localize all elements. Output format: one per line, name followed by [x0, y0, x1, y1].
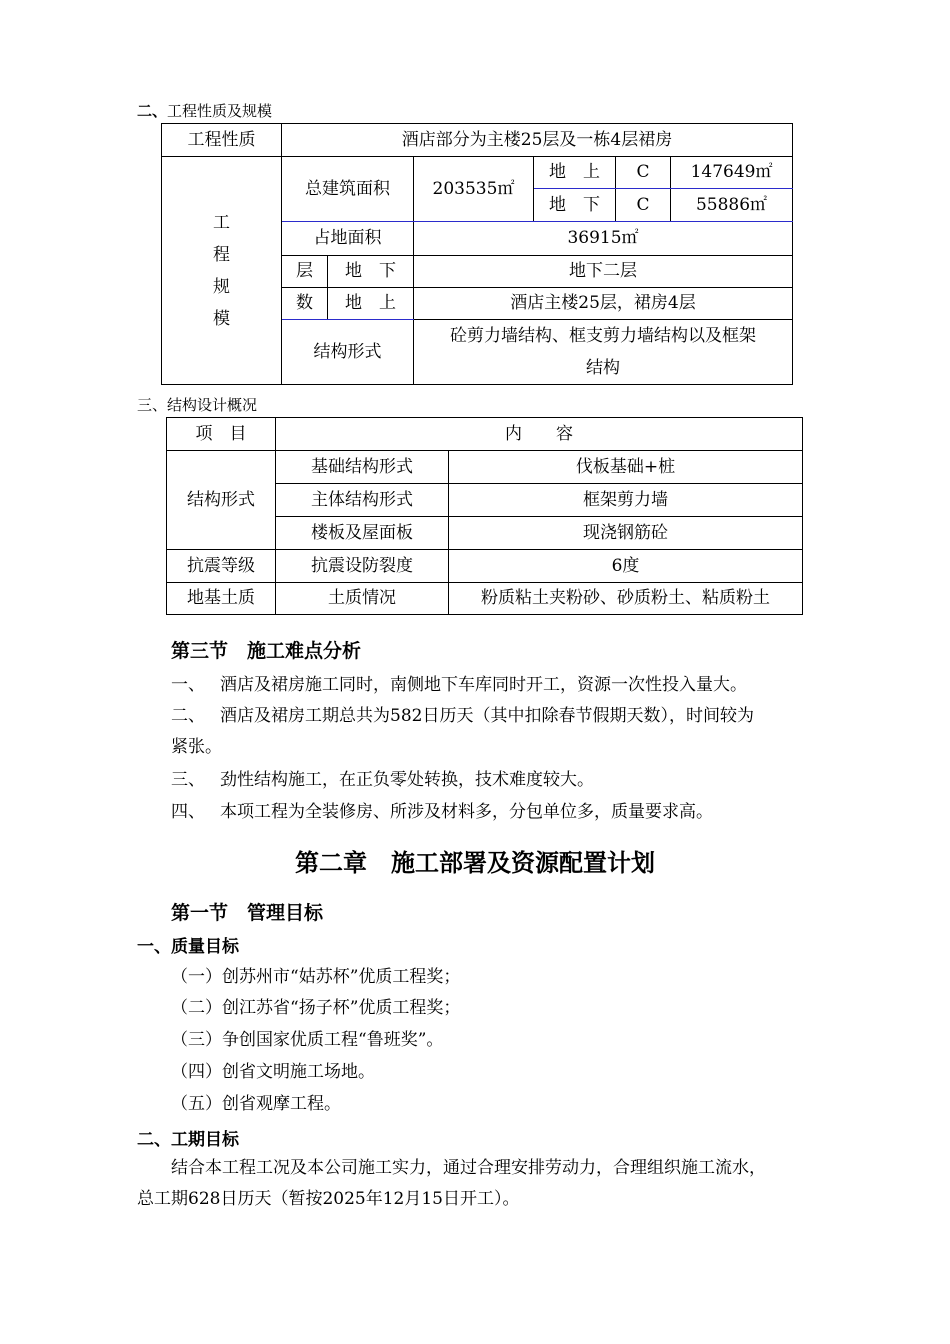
floors-char-2: 数 — [282, 288, 328, 320]
group-structure-form: 结构形式 — [167, 451, 276, 550]
quality-heading: 一、质量目标 — [137, 937, 239, 957]
below-ground-code: C — [616, 189, 671, 222]
floors-above-value: 酒店主楼25层，裙房4层 — [414, 288, 793, 320]
section-title-management: 第一节 管理目标 — [171, 902, 324, 924]
schedule-paragraph-line2: 总工期628日历天（暂按2025年12月15日开工）。 — [137, 1189, 520, 1209]
table-row-item: 抗震设防裂度 — [276, 550, 449, 583]
land-area-value: 36915㎡ — [414, 222, 793, 256]
list-item: （五）创省观摩工程。 — [171, 1094, 341, 1114]
below-ground-area: 55886㎡ — [671, 189, 793, 222]
structure-design-table — [166, 417, 803, 615]
table-row-content: 6度 — [449, 550, 803, 583]
table-row-item: 主体结构形式 — [276, 484, 449, 517]
list-item: 二、 酒店及裙房工期总共为582日历天（其中扣除春节假期天数），时间较为 — [171, 706, 754, 726]
list-item: （二）创江苏省“扬子杯”优质工程奖； — [171, 998, 461, 1018]
list-item-continuation: 紧张。 — [171, 737, 222, 757]
floors-below-label: 地 下 — [328, 256, 414, 288]
floors-above-label: 地 上 — [328, 288, 414, 320]
table-row-item: 基础结构形式 — [276, 451, 449, 484]
above-ground-label: 地 上 — [534, 157, 616, 189]
list-item: 四、 本项工程为全装修房、所涉及材料多，分包单位多，质量要求高。 — [171, 802, 713, 822]
nature-value: 酒店部分为主楼25层及一栋4层裙房 — [282, 124, 793, 157]
section-heading-nature-scale — [137, 100, 272, 121]
group-soil: 地基土质 — [167, 583, 276, 615]
floors-below-value: 地下二层 — [414, 256, 793, 288]
structure-label: 结构形式 — [282, 320, 414, 385]
section-heading-text: 工程性质及规模 — [167, 102, 273, 120]
chapter-title: 第二章 施工部署及资源配置计划 — [295, 849, 655, 877]
section-heading-number: 二、 — [137, 102, 168, 120]
group-seismic: 抗震等级 — [167, 550, 276, 583]
nature-label: 工程性质 — [162, 124, 282, 157]
table-row-content: 粉质粘土夹粉砂、砂质粉土、粘质粉土 — [449, 583, 803, 615]
land-area-label: 占地面积 — [282, 222, 414, 256]
list-item: 一、 酒店及裙房施工同时，南侧地下车库同时开工，资源一次性投入量大。 — [171, 675, 747, 695]
section-title-difficulty: 第三节 施工难点分析 — [171, 640, 362, 662]
list-item: （四）创省文明施工场地。 — [171, 1062, 375, 1082]
below-ground-label: 地 下 — [534, 189, 616, 222]
header-item: 项 目 — [167, 418, 276, 451]
total-area-label: 总建筑面积 — [282, 157, 414, 222]
above-ground-code: C — [616, 157, 671, 189]
schedule-paragraph-line1: 结合本工程工况及本公司施工实力，通过合理安排劳动力，合理组织施工流水， — [171, 1158, 766, 1178]
structure-value: 砼剪力墙结构、框支剪力墙结构以及框架 结构 — [414, 320, 793, 385]
above-ground-area: 147649㎡ — [671, 157, 793, 189]
total-area-value: 203535㎡ — [414, 157, 534, 222]
table-row-content: 框架剪力墙 — [449, 484, 803, 517]
table-row-content: 伐板基础+桩 — [449, 451, 803, 484]
scale-label-cell — [162, 157, 282, 385]
project-scale-table — [161, 123, 793, 385]
list-item: （一）创苏州市“姑苏杯”优质工程奖； — [171, 967, 461, 987]
list-item: 三、 劲性结构施工，在正负零处转换，技术难度较大。 — [171, 770, 594, 790]
header-content: 内 容 — [276, 418, 803, 451]
table-row-content: 现浇钢筋砼 — [449, 517, 803, 550]
floors-char-1: 层 — [282, 256, 328, 288]
table-row-item: 楼板及屋面板 — [276, 517, 449, 550]
section-heading-structure: 三、结构设计概况 — [137, 396, 258, 414]
table-row-item: 土质情况 — [276, 583, 449, 615]
list-item: （三）争创国家优质工程“鲁班奖”。 — [171, 1030, 444, 1050]
schedule-heading: 二、工期目标 — [137, 1130, 239, 1150]
scale-label: 工 程 规 模 — [213, 212, 230, 329]
